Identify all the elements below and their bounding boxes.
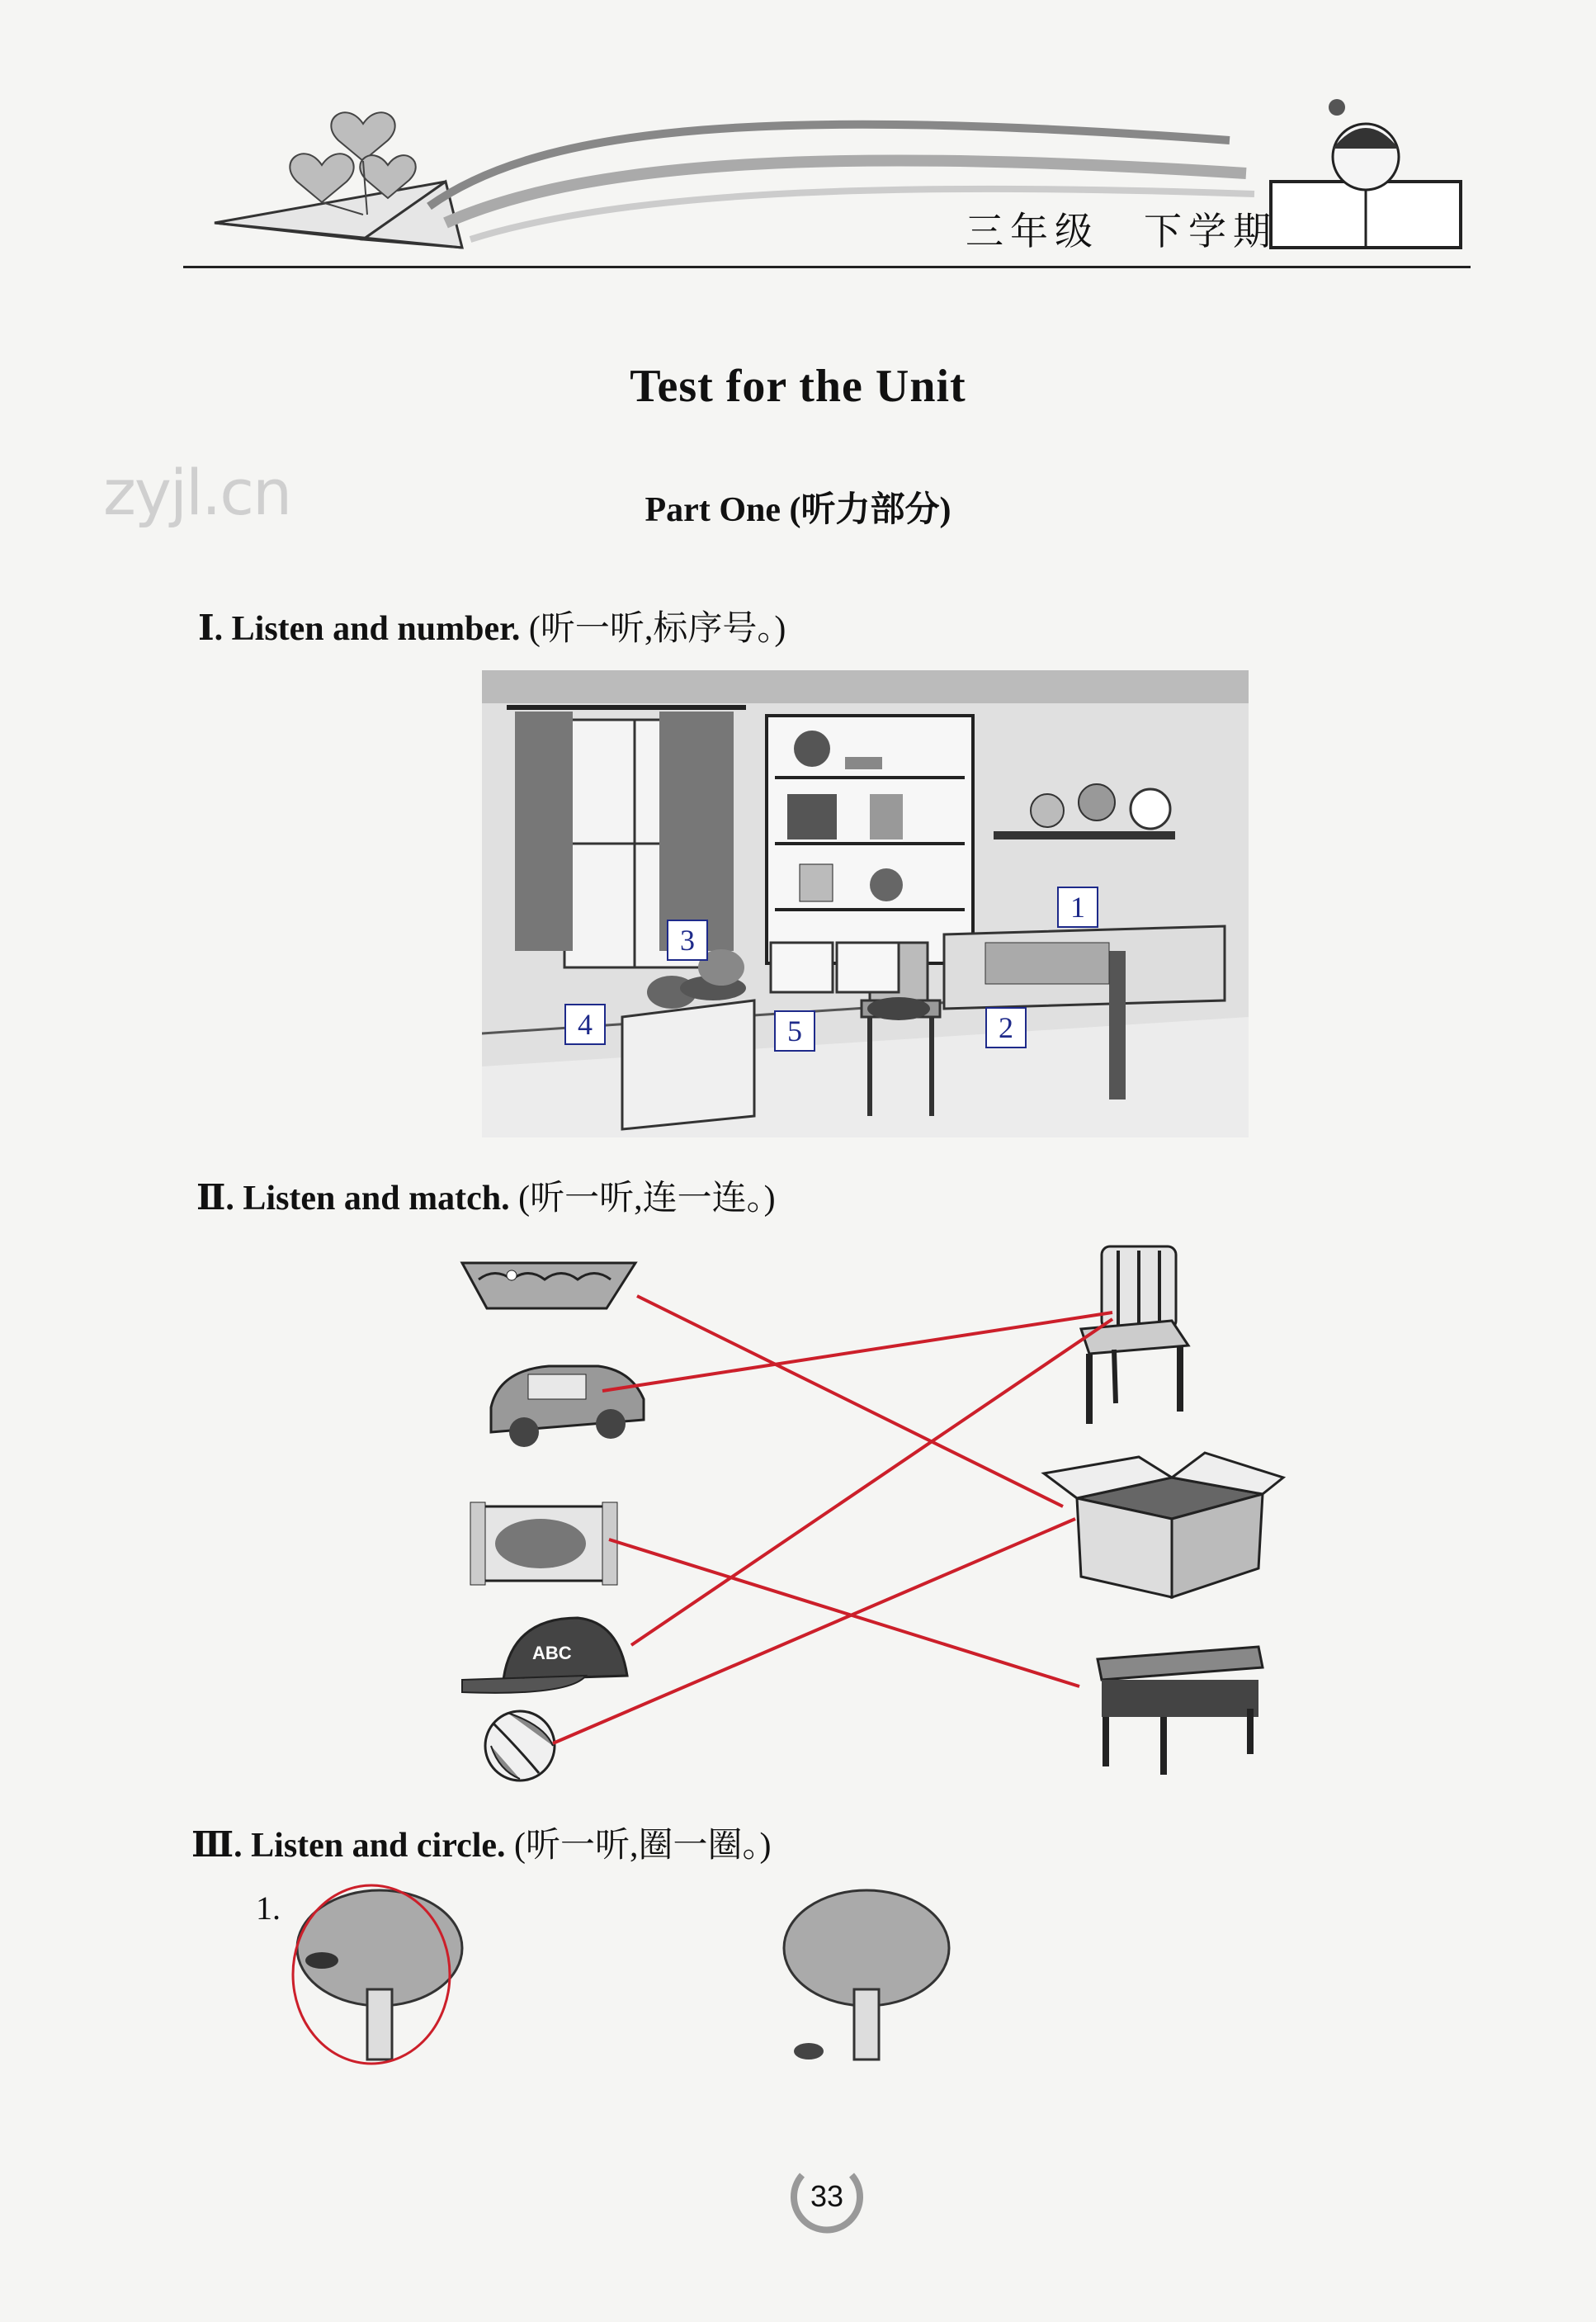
- tree-with-cap-on-ground-option[interactable]: [784, 1890, 949, 2060]
- part-heading: Part One (听力部分): [645, 491, 951, 529]
- cap-icon: [462, 1618, 627, 1693]
- left-curtain: [515, 712, 573, 951]
- page-title: Test for the Unit: [630, 361, 966, 412]
- question-1-label: 1.: [256, 1889, 281, 1927]
- section1-heading: [198, 601, 786, 650]
- section3-heading: [191, 1818, 772, 1867]
- question-1-options: [281, 1866, 1023, 2080]
- match-line-boat-box: [637, 1296, 1063, 1506]
- chair-icon: [1081, 1246, 1188, 1424]
- section2-heading: [196, 1170, 776, 1220]
- match-line-ball-box: [553, 1519, 1075, 1743]
- watermark: zyjl.cn: [103, 456, 291, 529]
- wall-shelf: [994, 831, 1175, 839]
- number-box-4[interactable]: 4: [564, 1004, 606, 1045]
- section1-instruction: (听一听,标序号。): [528, 610, 786, 648]
- match-line-cap-chair: [631, 1319, 1112, 1645]
- toy-box: [622, 1000, 754, 1129]
- map-on-desk: [985, 943, 1109, 984]
- boat-icon: [462, 1263, 635, 1308]
- reading-girl-icon: [1271, 99, 1461, 248]
- number-box-2[interactable]: 2: [985, 1007, 1027, 1048]
- section2-label: Ⅱ. Listen and match.: [196, 1180, 510, 1218]
- car-icon: [491, 1366, 644, 1447]
- grade-label: 三年级 下学期: [966, 209, 1277, 253]
- svg-text:ABC: ABC: [532, 1643, 572, 1663]
- bedroom-illustration: [482, 670, 1249, 1137]
- paper-plane-icon: [215, 182, 462, 248]
- box-icon: [1044, 1453, 1283, 1597]
- section3-label: Ⅲ. Listen and circle.: [191, 1827, 506, 1865]
- page-number: 33: [810, 2179, 844, 2213]
- map-icon: [470, 1502, 617, 1585]
- number-box-1[interactable]: 1: [1057, 887, 1098, 928]
- number-box-3[interactable]: 3: [667, 920, 708, 961]
- clock-icon: [1131, 789, 1170, 829]
- section3-instruction: (听一听,圈一圈。): [514, 1827, 772, 1865]
- match-area: [446, 1230, 1287, 1791]
- ball-icon: [485, 1711, 555, 1781]
- header-decoration: [198, 91, 1485, 264]
- section2-instruction: (听一听,连一连。): [518, 1180, 776, 1218]
- match-lines: [553, 1296, 1112, 1743]
- header-rule: [183, 266, 1471, 268]
- number-box-5[interactable]: 5: [774, 1010, 815, 1052]
- bedroom-scene: [482, 670, 1249, 1137]
- right-curtain: [659, 712, 734, 951]
- section1-label: Ⅰ. Listen and number.: [198, 610, 521, 648]
- desk-icon: [1098, 1647, 1263, 1775]
- tree-with-cap-in-hole-option[interactable]: [293, 1885, 462, 2064]
- match-line-car-chair: [602, 1312, 1112, 1391]
